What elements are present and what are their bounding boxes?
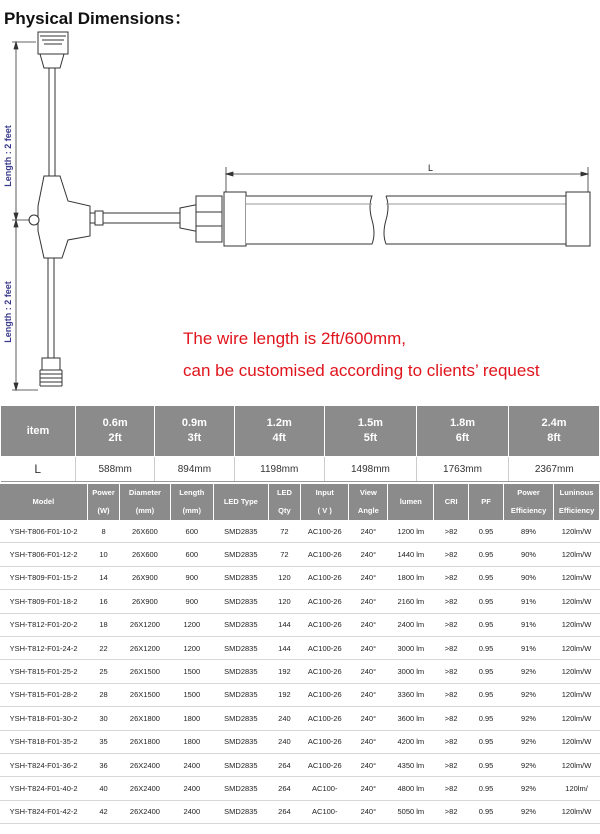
table-row	[0, 636, 600, 659]
table-row	[0, 543, 600, 566]
table-cell: >82	[434, 660, 469, 683]
table-cell: YSH-T815-F01-28-2	[0, 683, 87, 706]
table-cell: 1200	[170, 636, 214, 659]
table-cell: 0.95	[469, 613, 504, 636]
spec-column-header: PF	[469, 484, 504, 520]
table-cell: 0.95	[469, 707, 504, 730]
table-cell: AC100-	[301, 777, 349, 800]
upper-cable	[49, 68, 55, 176]
table-cell: 91%	[503, 613, 553, 636]
table-cell: 26X600	[120, 543, 170, 566]
table-cell: 240	[268, 730, 301, 753]
table-cell: 5050 lm	[388, 800, 434, 823]
table-cell: >82	[434, 683, 469, 706]
table-cell: YSH-T812-F01-24-2	[0, 636, 87, 659]
table-cell: AC100-26	[301, 660, 349, 683]
table-cell: 240°	[349, 613, 388, 636]
table-cell: 240	[268, 707, 301, 730]
customisation-note: can be customised according to clients’ request	[183, 361, 540, 380]
table-cell: 90%	[503, 543, 553, 566]
table-cell: 28	[87, 683, 120, 706]
table-cell: 8	[87, 520, 120, 543]
size-value: 894mm	[155, 457, 234, 482]
table-cell: 92%	[503, 800, 553, 823]
table-cell: 2400	[170, 753, 214, 776]
table-cell: 92%	[503, 730, 553, 753]
table-cell: SMD2835	[214, 636, 269, 659]
table-cell: 120lm/W	[554, 683, 600, 706]
table-cell: 92%	[503, 707, 553, 730]
table-cell: 1500	[170, 683, 214, 706]
table-cell: 240°	[349, 543, 388, 566]
table-cell: 91%	[503, 636, 553, 659]
table-cell: >82	[434, 636, 469, 659]
table-cell: 0.95	[469, 753, 504, 776]
table-cell: AC100-26	[301, 730, 349, 753]
table-cell: 90%	[503, 566, 553, 589]
table-cell: 4200 lm	[388, 730, 434, 753]
table-cell: 3360 lm	[388, 683, 434, 706]
table-cell: 0.95	[469, 590, 504, 613]
tube-end-connector	[196, 196, 222, 242]
table-cell: 120	[268, 590, 301, 613]
table-cell: 1200 lm	[388, 520, 434, 543]
table-cell: 4350 lm	[388, 753, 434, 776]
table-cell: 1800	[170, 730, 214, 753]
table-cell: AC100-26	[301, 543, 349, 566]
table-row	[0, 613, 600, 636]
table-cell: 120lm/W	[554, 636, 600, 659]
table-cell: SMD2835	[214, 800, 269, 823]
table-cell: 0.95	[469, 800, 504, 823]
table-cell: 1200	[170, 613, 214, 636]
table-cell: YSH-T818-F01-35-2	[0, 730, 87, 753]
upper-length-label: Length : 2 feet	[3, 125, 13, 187]
table-cell: 120lm/W	[554, 730, 600, 753]
table-cell: >82	[434, 566, 469, 589]
table-cell: YSH-T806-F01-12-2	[0, 543, 87, 566]
table-cell: 0.95	[469, 683, 504, 706]
table-cell: 120lm/W	[554, 543, 600, 566]
table-cell: 2400	[170, 800, 214, 823]
table-cell: 0.95	[469, 566, 504, 589]
table-cell: 92%	[503, 683, 553, 706]
table-cell: 240°	[349, 707, 388, 730]
size-value: 1763mm	[416, 457, 508, 482]
table-row	[0, 707, 600, 730]
table-cell: 120lm/W	[554, 590, 600, 613]
table-cell: 1800	[170, 707, 214, 730]
table-cell: 120lm/W	[554, 753, 600, 776]
spec-column-header: Diameter (mm)	[120, 484, 170, 520]
table-cell: 900	[170, 590, 214, 613]
table-cell: YSH-T812-F01-20-2	[0, 613, 87, 636]
table-cell: YSH-T809-F01-18-2	[0, 590, 87, 613]
table-row	[0, 730, 600, 753]
table-cell: 22	[87, 636, 120, 659]
table-cell: 26X1500	[120, 660, 170, 683]
table-cell: 72	[268, 543, 301, 566]
wire-length-note: The wire length is 2ft/600mm,	[183, 329, 406, 348]
top-connector	[38, 32, 68, 54]
table-cell: 2400	[170, 777, 214, 800]
table-cell: 240°	[349, 660, 388, 683]
tube-connector-diagram	[0, 26, 600, 406]
table-cell: 192	[268, 683, 301, 706]
size-header: 0.9m 3ft	[155, 406, 234, 457]
size-header: 1.2m 4ft	[234, 406, 324, 457]
table-row	[0, 683, 600, 706]
item-header: item	[1, 406, 76, 457]
table-cell: YSH-T809-F01-15-2	[0, 566, 87, 589]
table-cell: 26X1500	[120, 683, 170, 706]
table-cell: AC100-26	[301, 707, 349, 730]
table-cell: AC100-26	[301, 753, 349, 776]
tube-left-cap	[224, 192, 246, 246]
table-cell: 0.95	[469, 660, 504, 683]
table-cell: 16	[87, 590, 120, 613]
table-cell: 240°	[349, 566, 388, 589]
table-cell: 264	[268, 753, 301, 776]
size-header: 0.6m 2ft	[76, 406, 155, 457]
table-cell: 25	[87, 660, 120, 683]
spec-column-header: CRI	[434, 484, 469, 520]
bottom-connector-thread	[40, 370, 62, 386]
table-cell: 2160 lm	[388, 590, 434, 613]
table-row	[0, 590, 600, 613]
table-cell: >82	[434, 707, 469, 730]
size-header: 1.5m 5ft	[324, 406, 416, 457]
table-cell: 240°	[349, 753, 388, 776]
table-row	[0, 566, 600, 589]
table-cell: 4800 lm	[388, 777, 434, 800]
table-row	[0, 800, 600, 823]
table-cell: 120	[268, 566, 301, 589]
table-cell: >82	[434, 590, 469, 613]
table-cell: >82	[434, 800, 469, 823]
table-cell: 10	[87, 543, 120, 566]
table-cell: 89%	[503, 520, 553, 543]
table-cell: >82	[434, 753, 469, 776]
table-cell: YSH-T824-F01-40-2	[0, 777, 87, 800]
table-cell: 36	[87, 753, 120, 776]
tube-right-cap	[566, 192, 590, 246]
size-header: 1.8m 6ft	[416, 406, 508, 457]
table-cell: 42	[87, 800, 120, 823]
table-cell: SMD2835	[214, 683, 269, 706]
table-cell: >82	[434, 543, 469, 566]
spec-table	[0, 484, 600, 824]
table-cell: 0.95	[469, 730, 504, 753]
table-cell: 120lm/W	[554, 520, 600, 543]
spec-column-header: LED Type	[214, 484, 269, 520]
size-value: 2367mm	[509, 457, 600, 482]
table-cell: 240°	[349, 683, 388, 706]
table-cell: 26X1800	[120, 730, 170, 753]
table-cell: 14	[87, 566, 120, 589]
table-cell: 26X900	[120, 566, 170, 589]
size-row-label: L	[1, 457, 76, 482]
table-cell: 900	[170, 566, 214, 589]
table-cell: >82	[434, 730, 469, 753]
table-cell: SMD2835	[214, 566, 269, 589]
spec-column-header: Length (mm)	[170, 484, 214, 520]
table-cell: >82	[434, 777, 469, 800]
table-cell: 92%	[503, 753, 553, 776]
spec-column-header: lumen	[388, 484, 434, 520]
table-cell: 1440 lm	[388, 543, 434, 566]
table-cell: 26X900	[120, 590, 170, 613]
lower-cable	[48, 258, 54, 358]
table-cell: SMD2835	[214, 660, 269, 683]
table-cell: SMD2835	[214, 520, 269, 543]
table-cell: 0.95	[469, 543, 504, 566]
table-cell: 40	[87, 777, 120, 800]
table-cell: 120lm/W	[554, 613, 600, 636]
table-cell: 120lm/W	[554, 660, 600, 683]
table-cell: >82	[434, 613, 469, 636]
table-cell: 0.95	[469, 520, 504, 543]
table-cell: YSH-T815-F01-25-2	[0, 660, 87, 683]
table-cell: 72	[268, 520, 301, 543]
table-cell: 26X1200	[120, 613, 170, 636]
table-cell: SMD2835	[214, 543, 269, 566]
table-cell: 26X2400	[120, 777, 170, 800]
table-row	[0, 753, 600, 776]
table-cell: AC100-	[301, 800, 349, 823]
table-row	[0, 520, 600, 543]
table-cell: 26X2400	[120, 753, 170, 776]
table-cell: 1500	[170, 660, 214, 683]
table-cell: 0.95	[469, 636, 504, 659]
table-cell: YSH-T824-F01-42-2	[0, 800, 87, 823]
tube-body	[246, 196, 374, 244]
table-cell: SMD2835	[214, 753, 269, 776]
table-cell: 92%	[503, 777, 553, 800]
size-value: 1198mm	[234, 457, 324, 482]
table-cell: 1800 lm	[388, 566, 434, 589]
table-cell: 120lm/	[554, 777, 600, 800]
table-cell: 192	[268, 660, 301, 683]
table-cell: 0.95	[469, 777, 504, 800]
table-cell: 240°	[349, 800, 388, 823]
size-value: 1498mm	[324, 457, 416, 482]
table-cell: AC100-26	[301, 520, 349, 543]
table-cell: 240°	[349, 636, 388, 659]
table-cell: 2400 lm	[388, 613, 434, 636]
table-cell: 600	[170, 520, 214, 543]
table-cell: 30	[87, 707, 120, 730]
table-cell: 26X1800	[120, 707, 170, 730]
spec-column-header: View Angle	[349, 484, 388, 520]
table-cell: 3000 lm	[388, 636, 434, 659]
table-cell: 26X1200	[120, 636, 170, 659]
table-cell: 240°	[349, 590, 388, 613]
spec-column-header: Luninous Efficiency	[554, 484, 600, 520]
table-cell: 240°	[349, 730, 388, 753]
table-cell: 91%	[503, 590, 553, 613]
table-row	[0, 660, 600, 683]
lower-length-label: Length : 2 feet	[3, 281, 13, 343]
size-table	[0, 405, 600, 482]
table-cell: AC100-26	[301, 590, 349, 613]
table-cell: 240°	[349, 520, 388, 543]
table-cell: 92%	[503, 660, 553, 683]
size-header: 2.4m 8ft	[509, 406, 600, 457]
table-cell: SMD2835	[214, 730, 269, 753]
table-cell: AC100-26	[301, 636, 349, 659]
spec-column-header: Input ( V )	[301, 484, 349, 520]
table-cell: 35	[87, 730, 120, 753]
tube-length-label: L	[428, 163, 434, 173]
table-cell: SMD2835	[214, 777, 269, 800]
table-cell: 120lm/W	[554, 566, 600, 589]
table-row	[0, 777, 600, 800]
table-cell: YSH-T818-F01-30-2	[0, 707, 87, 730]
table-cell: 144	[268, 613, 301, 636]
spec-column-header: LED Qty	[268, 484, 301, 520]
table-cell: 264	[268, 777, 301, 800]
table-cell: 264	[268, 800, 301, 823]
table-cell: SMD2835	[214, 613, 269, 636]
table-cell: 3000 lm	[388, 660, 434, 683]
spec-column-header: Power (W)	[87, 484, 120, 520]
page-title: Physical Dimensions：	[4, 9, 192, 28]
table-cell: 120lm/W	[554, 707, 600, 730]
table-cell: SMD2835	[214, 590, 269, 613]
table-cell: 240°	[349, 777, 388, 800]
table-cell: 144	[268, 636, 301, 659]
table-cell: AC100-26	[301, 683, 349, 706]
table-cell: AC100-26	[301, 613, 349, 636]
table-cell: 18	[87, 613, 120, 636]
table-cell: YSH-T806-F01-10-2	[0, 520, 87, 543]
table-cell: 3600 lm	[388, 707, 434, 730]
table-cell: 26X2400	[120, 800, 170, 823]
table-cell: 600	[170, 543, 214, 566]
table-cell: 26X600	[120, 520, 170, 543]
table-cell: >82	[434, 520, 469, 543]
spec-column-header: Power Efficiency	[503, 484, 553, 520]
t-junction	[38, 176, 90, 258]
table-cell: 120lm/W	[554, 800, 600, 823]
spec-column-header: Model	[0, 484, 87, 520]
table-cell: YSH-T824-F01-36-2	[0, 753, 87, 776]
table-cell: SMD2835	[214, 707, 269, 730]
table-cell: AC100-26	[301, 566, 349, 589]
size-value: 588mm	[76, 457, 155, 482]
